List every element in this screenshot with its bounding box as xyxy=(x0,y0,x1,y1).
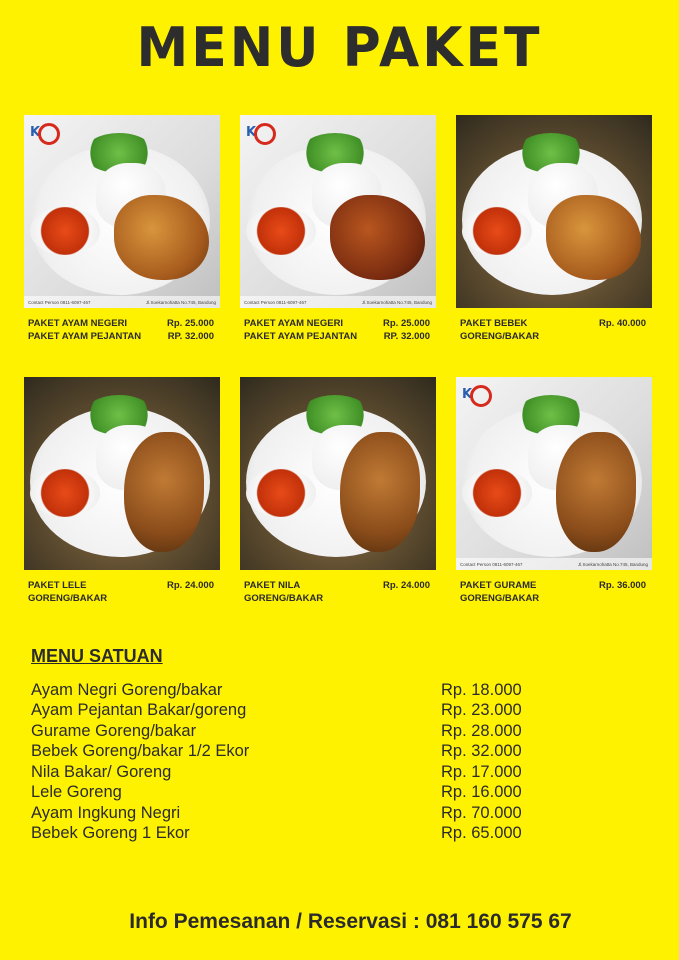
package-price xyxy=(167,593,214,605)
item-price: Rp. 18.000 xyxy=(441,680,522,699)
list-item xyxy=(31,762,531,783)
item-price: Rp. 65.000 xyxy=(441,824,522,843)
menu-satuan-list xyxy=(31,680,531,844)
item-name: Bebek Goreng 1 Ekor xyxy=(31,824,190,843)
package-name: PAKET LELE xyxy=(28,580,87,591)
package-price: Rp. 40.000 xyxy=(599,318,646,329)
package-price: RP. 32.000 xyxy=(383,331,430,342)
item-name: Ayam Pejantan Bakar/goreng xyxy=(31,701,247,720)
list-item xyxy=(31,824,531,845)
package-card-nila[interactable] xyxy=(240,377,436,639)
page-title: MENU PAKET xyxy=(136,16,543,80)
item-price: Rp. 17.000 xyxy=(441,762,522,781)
package-card-bebek[interactable] xyxy=(456,115,652,377)
food-photo-gurame xyxy=(456,377,652,570)
list-item xyxy=(31,783,531,804)
package-name: GORENG/BAKAR xyxy=(460,593,540,604)
package-price xyxy=(383,593,430,605)
food-photo-nila xyxy=(240,377,436,570)
package-name: GORENG/BAKAR xyxy=(244,593,324,604)
food-photo-bebek xyxy=(456,115,652,308)
item-name: Ayam Negri Goreng/bakar xyxy=(31,680,223,699)
item-price: Rp. 70.000 xyxy=(441,803,522,822)
menu-satuan-heading: MENU SATUAN xyxy=(31,646,163,666)
package-price: Rp. 36.000 xyxy=(599,580,646,591)
package-price: Rp. 25.000 xyxy=(383,318,430,329)
package-name: PAKET NILA xyxy=(244,580,301,591)
food-photo-ayam-goreng xyxy=(24,115,220,308)
list-item xyxy=(31,803,531,824)
item-price: Rp. 28.000 xyxy=(441,721,522,740)
package-labels xyxy=(24,318,220,343)
item-name: Gurame Goreng/bakar xyxy=(31,721,197,740)
list-item xyxy=(31,680,531,701)
item-price: Rp. 16.000 xyxy=(441,783,522,802)
package-card-ayam-goreng[interactable] xyxy=(24,115,220,377)
list-item xyxy=(31,721,531,742)
package-labels xyxy=(456,318,652,343)
food-photo-ayam-bakar xyxy=(240,115,436,308)
package-name: GORENG/BAKAR xyxy=(460,331,540,342)
package-name: PAKET AYAM PEJANTAN xyxy=(244,331,358,342)
package-name: PAKET AYAM NEGERI xyxy=(244,318,344,329)
brand-logo-icon: K xyxy=(246,123,286,153)
item-price: Rp. 23.000 xyxy=(441,701,522,720)
package-price: RP. 32.000 xyxy=(167,331,214,342)
item-price: Rp. 32.000 xyxy=(441,742,522,761)
package-name: PAKET GURAME xyxy=(460,580,537,591)
brand-logo-icon: K xyxy=(462,385,502,415)
package-labels xyxy=(24,580,220,605)
package-price xyxy=(599,331,646,343)
package-price: Rp. 24.000 xyxy=(167,580,214,591)
list-item xyxy=(31,742,531,763)
package-labels xyxy=(240,580,436,605)
package-card-lele[interactable] xyxy=(24,377,220,639)
item-name: Lele Goreng xyxy=(31,783,122,802)
photo-footer: Contact Person 0811-6097-467 Jl.Soekarnohatta No.745, Bandung xyxy=(456,558,652,570)
photo-footer: Contact Person 0811-6097-467 Jl.Soekarnohatta No.745, Bandung xyxy=(24,296,220,308)
reservation-info: Info Pemesanan / Reservasi : 081 160 575 67 xyxy=(129,910,572,933)
package-name: PAKET BEBEK xyxy=(460,318,528,329)
package-labels xyxy=(456,580,652,605)
package-name: GORENG/BAKAR xyxy=(28,593,108,604)
package-price xyxy=(599,593,646,605)
photo-footer: Contact Person 0811-6097-467 Jl.Soekarnohatta No.745, Bandung xyxy=(240,296,436,308)
package-card-ayam-bakar[interactable] xyxy=(240,115,436,377)
package-name: PAKET AYAM PEJANTAN xyxy=(28,331,142,342)
item-name: Bebek Goreng/bakar 1/2 Ekor xyxy=(31,742,250,761)
package-price: Rp. 24.000 xyxy=(383,580,430,591)
package-grid xyxy=(24,115,658,639)
package-card-gurame[interactable] xyxy=(456,377,652,639)
brand-logo-icon: K xyxy=(30,123,70,153)
item-name: Nila Bakar/ Goreng xyxy=(31,762,172,781)
package-name: PAKET AYAM NEGERI xyxy=(28,318,128,329)
package-price: Rp. 25.000 xyxy=(167,318,214,329)
item-name: Ayam Ingkung Negri xyxy=(31,803,181,822)
food-photo-lele xyxy=(24,377,220,570)
list-item xyxy=(31,701,531,722)
package-labels xyxy=(240,318,436,343)
